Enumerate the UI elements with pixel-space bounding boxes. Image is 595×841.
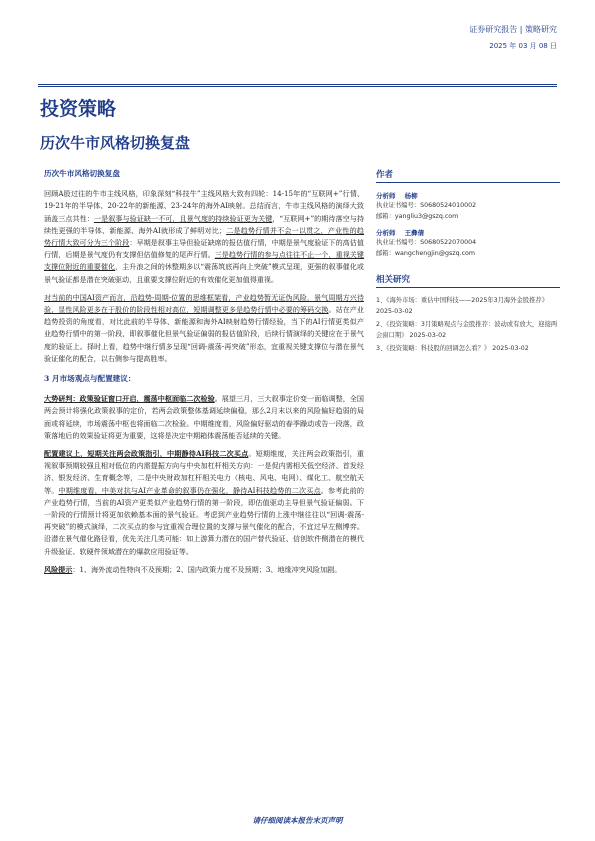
main-content — [44, 168, 364, 582]
header-meta — [469, 24, 557, 51]
paragraph-risk — [44, 564, 364, 576]
text-run: 大势研判：政策验证窗口开启，震荡中枢面临二次检验 — [44, 394, 215, 404]
analyst-cert: 执业证书编号：S0680522070004 — [376, 239, 477, 246]
header-divider — [38, 84, 557, 85]
text-run: 风险提示 — [44, 564, 73, 574]
report-category: 证券研究报告 | 策略研究 — [469, 25, 557, 34]
report-type: 投资策略 — [40, 98, 117, 120]
analyst-email[interactable]: 邮箱：yangliu3@gszq.com — [376, 213, 459, 220]
footer-disclaimer: 请仔细阅读本报告末页声明 — [252, 816, 343, 825]
report-title: 历次牛市风格切换复盘 — [40, 134, 191, 152]
text-run: ：早期是叙事主导但验证缺席的报估值行情，中期是景气度验证下的高估值行情，后期是景气度仍有支撑但估值修复的尾声行情。 — [44, 238, 365, 260]
analyst-name: 分析师 王彝倩 — [376, 229, 425, 237]
paragraph-ai-assets — [44, 292, 364, 365]
text-run: 。站在产业趋势投资的角度看，对比此前的半导体、新能源和海外AI映射趋势行情经验，当下的AI行情更类似产业趋势行情中的第一阶段，即叙事催化但景气验证偏弱的报估值阶段，后续行情演绎的关键应在于景气度的验证上。择时上看，趋势中继行情多呈现“回调-震荡-再突破”形态，宜重视关键支撑位与潜在景气验证催化的配合，以右侧参与提高胜率。 — [44, 305, 365, 363]
related-research-item[interactable]: 2、《投资策略：3月策略观点与金股推荐：波动或有放大，迎接两会窗口期》 2025-03-02 — [376, 321, 558, 339]
paragraph-review-summary — [44, 188, 364, 286]
sidebar — [376, 168, 560, 358]
authors-heading: 作者 — [376, 168, 560, 183]
text-run: ，“互联网+”的期待落空与持续性更强的半导体、新能源、海外AI就形成了鲜明对比； — [44, 213, 365, 235]
header-divider-2 — [38, 86, 557, 87]
text-run: 回顾A股过往的牛市主线风格，印象深刻“科技牛”主线风格大致有四轮：14-15年的“互联网+”行情、19-21年的半导体、20-22年的新能源、23-24年的海外AI映射。总结而言，牛市主线风格的演绎大致涵盖三点共性： — [44, 189, 364, 223]
report-date: 2025 年 03 月 08 日 — [489, 42, 557, 50]
analyst-card — [376, 191, 560, 222]
analyst-email[interactable]: 邮箱：wangchengjin@gszq.com — [376, 250, 476, 257]
section-heading-march-outlook: 3 月市场观点与配置建议： — [44, 374, 136, 384]
related-research-heading: 相关研究 — [376, 273, 560, 288]
text-run: ，主升浪之间的休整期多以“震荡筑底再向上突破”模式呈现，更强的叙事催化或景气验证都是潜在突破驱动，且重要支撑位附近的有效催化更加值得重视。 — [44, 262, 364, 284]
analyst-card — [376, 228, 560, 259]
text-run: 一是叙事与验证缺一不可，且景气度的持续验证更为关键 — [93, 213, 273, 223]
text-run: 三是趋势行情的参与点往往不止一个，重视关键支撑位附近的重要催化 — [44, 250, 365, 272]
text-run: 对当前的中国AI资产而言，沿趋势-周期-位置的思维框架看，产业趋势暂无证伪风险，景气周期方兴待验，显性风险更多在于股价的阶段性相对高位，短期调整更多是趋势行情中必要的筹码交换 — [44, 292, 364, 315]
text-run: 中期维度看，中美对抗与AI产业革命的叙事仍在强化，静待AI科技趋势的二次买点 — [58, 485, 321, 495]
text-run: 配置建议上，短期关注两会政策指引，中期静待AI科技二次买点 — [44, 449, 249, 459]
text-run: 。短期维度，关注两会政策指引，重视叙事预期较强且相对低位的内需提振方向与中央加杠杆相关方向：一是促内需相关低空经济、首发经济、银发经济、生育概念等，二是中央财政加杠杆相关电力（核电、风电、电网）、煤化工、航空航天等。 — [44, 449, 365, 495]
text-run: 二是趋势行情并不会一以贯之，产业性的趋势行情大致可分为三个阶段 — [44, 225, 364, 248]
section-heading-review: 历次牛市风格切换复盘 — [44, 169, 120, 178]
text-run: 。展望三月，三大叙事定价变一面临调整，全国两会预计将强化政策叙事的定价，若两会政策整体基调延续偏稳，那么2月末以来的风险偏好趋弱的局面或将延续，市场震荡中枢也将面临二次检验。中期维度看，风险偏好驱动的春季躁动或告一段落，政策落地后的效果验证将更为重要，这将是决定中期箱体震荡能否延续的关键。 — [44, 394, 365, 440]
analyst-name: 分析师 杨柳 — [376, 192, 418, 200]
paragraph-allocation — [44, 448, 364, 558]
text-run: 。参考此前的产业趋势行情，当前的AI资产更类似产业趋势行情的第一阶段，即估值驱动主导但景气验证偏弱。下一阶段的行情预计将更加依赖基本面的景气验证。考虑到产业趋势行情的上涨中继往往以“回调-震荡-再突破”的模式演绎，二次买点的参与宜重视合理位置的支撑与景气催化的配合，不宜过早左侧博弈。沿潜在景气催化路径看，优先关注几类可能：如上游算力潜在的国产替代验证、信创软件侧潜在的模代升级验证、软硬件领域潜在的爆款应用验证等。 — [44, 485, 365, 556]
analyst-cert: 执业证书编号：S0680524010002 — [376, 202, 477, 209]
paragraph-market-judgment — [44, 393, 364, 442]
text-run: ：1、海外流动性特向不及预期；2、国内政策力度不及预期；3、地缘冲突风险加剧。 — [72, 564, 342, 574]
related-research-item[interactable]: 3、《投资策略：科技股的回调怎么看？》 2025-03-02 — [376, 345, 529, 352]
related-research-item[interactable]: 1、《海外市场：重估中国科技——2025年3月海外金股推荐》 2025-03-02 — [376, 297, 549, 315]
